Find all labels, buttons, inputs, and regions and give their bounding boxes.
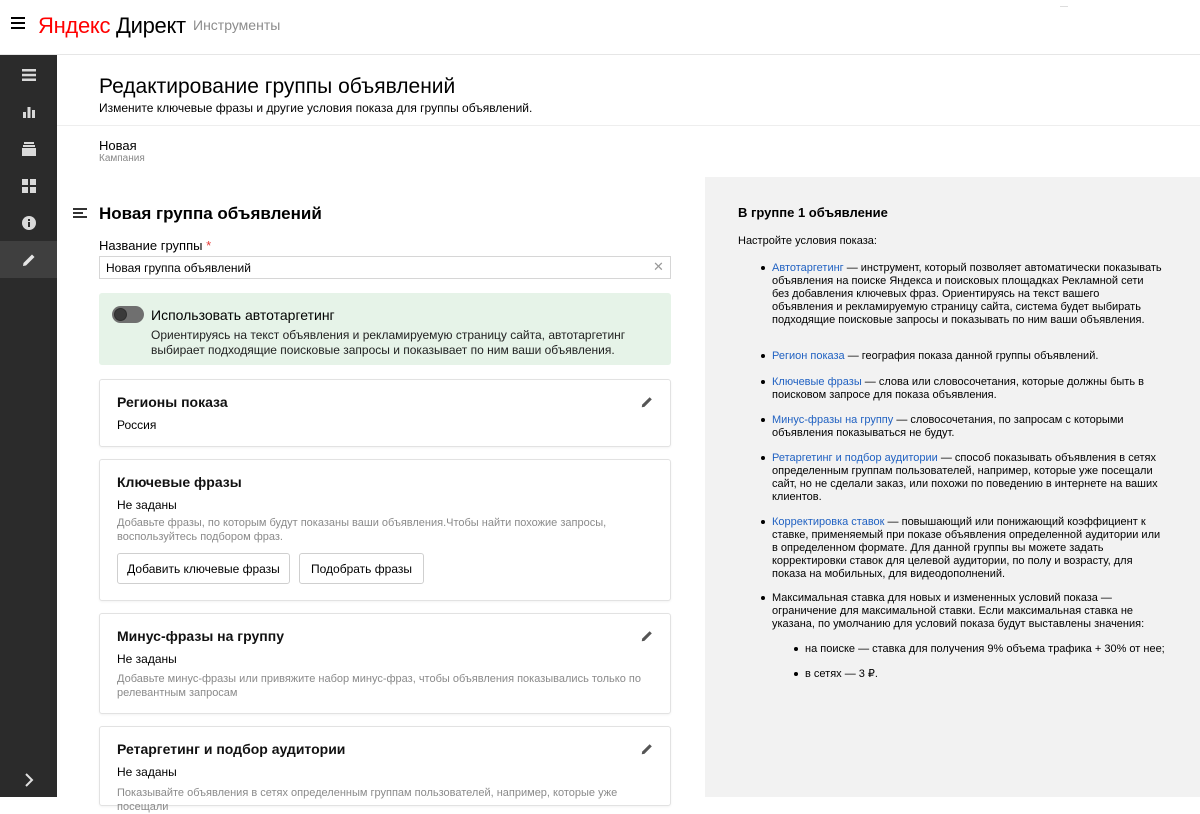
group-editor xyxy=(57,177,705,813)
bullet xyxy=(761,456,765,460)
nav-tools-link[interactable]: Инструменты xyxy=(193,17,281,33)
section-title: Новая группа объявлений xyxy=(99,204,322,223)
logo[interactable] xyxy=(38,13,186,39)
help-panel xyxy=(705,177,1200,797)
bullet xyxy=(761,520,765,524)
edit-minus-phrases-icon[interactable] xyxy=(640,629,654,643)
logo-brand: Яндекс xyxy=(38,13,111,38)
retargeting-value: Не заданы xyxy=(117,765,177,779)
sidebar-item-campaigns[interactable] xyxy=(0,56,57,93)
info-icon xyxy=(21,215,37,231)
bullet xyxy=(761,596,765,600)
help-title: В группе 1 объявление xyxy=(738,205,888,220)
bullet xyxy=(794,647,798,651)
help-intro: Настройте условия показа: xyxy=(738,235,877,247)
minus-phrases-card xyxy=(99,613,671,714)
retargeting-card xyxy=(99,726,671,813)
retargeting-hint: Показывайте объявления в сетях определенным группам пользователей, например, которые уже посещали xyxy=(117,787,618,813)
header-divider xyxy=(1060,6,1068,7)
sidebar-item-statistics[interactable] xyxy=(0,93,57,130)
help-item xyxy=(772,350,1162,363)
divider xyxy=(57,125,1200,126)
pencil-icon xyxy=(21,252,37,268)
help-item xyxy=(772,376,1162,402)
toggle-knob xyxy=(114,308,127,321)
group-name-label xyxy=(99,238,211,253)
help-link-region[interactable]: Регион показа xyxy=(772,350,845,362)
help-item xyxy=(772,592,1162,631)
bullet xyxy=(794,672,798,676)
help-subitem xyxy=(805,668,1175,681)
help-item-text: — слова или словосочетания, которые должны быть в поисковом запросе для показа объявления. xyxy=(772,376,1144,401)
keywords-title: Ключевые фразы xyxy=(117,474,242,490)
grid-icon xyxy=(21,178,37,194)
group-name-input[interactable] xyxy=(99,256,671,279)
sidebar xyxy=(0,55,57,797)
add-keywords-button[interactable]: Добавить ключевые фразы xyxy=(117,553,290,584)
regions-title: Регионы показа xyxy=(117,394,228,410)
help-item-text: — повышающий или понижающий коэффициент к ставке, применяемый при показе объявления определенной аудитории или в определенном формате. Для данной группы вы можете задать корректировки ставок для целевой аудитории, по полу и возрасту, для показа на мобильных, для видеодополнений. xyxy=(772,516,1161,580)
minus-phrases-value: Не заданы xyxy=(117,652,177,666)
autotargeting-panel xyxy=(99,293,671,365)
page-subtitle: Измените ключевые фразы и другие условия показа для группы объявлений. xyxy=(99,101,533,115)
bullet xyxy=(761,418,765,422)
page-title: Редактирование группы объявлений xyxy=(99,75,456,98)
logo-product: Директ xyxy=(116,13,186,38)
help-subitem-text: в сетях — 3 ₽. xyxy=(805,668,878,680)
bullet xyxy=(761,266,765,270)
help-link-keywords[interactable]: Ключевые фразы xyxy=(772,376,862,388)
regions-value: Россия xyxy=(117,418,157,432)
minus-phrases-title: Минус-фразы на группу xyxy=(117,628,284,644)
help-item-text: — география показа данной группы объявлений. xyxy=(844,350,1099,362)
help-link-autotargeting[interactable]: Автотаргетинг xyxy=(772,262,844,274)
required-mark: * xyxy=(206,238,212,253)
ad-group-icon xyxy=(73,208,87,220)
regions-card xyxy=(99,379,671,447)
help-link-minus-phrases[interactable]: Минус-фразы на группу xyxy=(772,414,894,426)
clear-icon[interactable]: ✕ xyxy=(653,259,664,274)
sidebar-expand-button[interactable] xyxy=(0,763,57,797)
edit-retargeting-icon[interactable] xyxy=(640,742,654,756)
autotargeting-toggle[interactable] xyxy=(112,306,144,323)
help-item xyxy=(772,516,1162,581)
help-item-text: — инструмент, который позволяет автоматически показывать объявления на поиске Яндекса и поисковых площадках Рекламной сети без добавления ключевых фраз. Ориентируясь на текст вашего объявления и рекламируемую страницу сайта, система будет выбирать подходящие поисковые запросы и показывать по ним ваши объявления. xyxy=(772,262,1162,326)
help-link-retargeting[interactable]: Ретаргетинг и подбор аудитории xyxy=(772,452,938,464)
menu-icon[interactable] xyxy=(11,17,25,31)
bullet xyxy=(761,380,765,384)
help-item xyxy=(772,414,1162,440)
page-header xyxy=(57,55,1200,177)
help-item-text: Максимальная ставка для новых и измененных условий показа — ограничение для максимальной ставки. Если максимальная ставка не указана, по умолчанию для условий показа будут выставлены значения: xyxy=(772,592,1145,630)
campaign-label: Кампания xyxy=(99,153,145,164)
autotargeting-description: Ориентируясь на текст объявления и рекламируемую страницу сайта, автотаргетинг выбирает подходящие поисковые запросы и показывает по ним ваши объявления. xyxy=(151,328,626,357)
help-item-text: — способ показывать объявления в сетях определенным группам пользователей, например, которые уже посещали сайт, но не сделали заказ, или похожи по поведению в интернете на ваших клиентов. xyxy=(772,452,1158,503)
edit-regions-icon[interactable] xyxy=(640,395,654,409)
keywords-value: Не заданы xyxy=(117,498,177,512)
help-item-text: — словосочетания, по запросам с которыми объявления показываться не будут. xyxy=(772,414,1124,439)
bullet xyxy=(761,354,765,358)
help-item xyxy=(772,262,1162,327)
group-name-label-text: Название группы xyxy=(99,238,203,253)
chevron-right-icon xyxy=(24,773,34,787)
campaign-name[interactable]: Новая xyxy=(99,138,137,153)
keywords-hint: Добавьте фразы, по которым будут показаны ваши объявления.Чтобы найти похожие запросы, воспользуйтесь подбором фраз. xyxy=(117,517,607,543)
minus-phrases-hint: Добавьте минус-фразы или привяжите набор минус-фраз, чтобы объявления показывались только по релевантным запросам xyxy=(117,673,641,699)
pick-keywords-button[interactable]: Подобрать фразы xyxy=(299,553,424,584)
help-item xyxy=(772,452,1162,504)
sidebar-item-groups[interactable] xyxy=(0,130,57,167)
sidebar-item-info[interactable] xyxy=(0,204,57,241)
sidebar-item-dashboard[interactable] xyxy=(0,167,57,204)
help-link-bid-adjustments[interactable]: Корректировка ставок xyxy=(772,516,885,528)
help-subitem xyxy=(805,643,1175,656)
keywords-card xyxy=(99,459,671,601)
autotargeting-title[interactable]: Использовать автотаргетинг xyxy=(151,307,335,323)
list-icon xyxy=(21,67,37,83)
layers-icon xyxy=(21,141,37,157)
help-subitem-text: на поиске — ставка для получения 9% объема трафика + 30% от нее; xyxy=(805,643,1165,655)
retargeting-title: Ретаргетинг и подбор аудитории xyxy=(117,741,346,757)
sidebar-item-edit[interactable] xyxy=(0,241,57,278)
bar-chart-icon xyxy=(21,104,37,120)
top-header xyxy=(0,0,1200,55)
